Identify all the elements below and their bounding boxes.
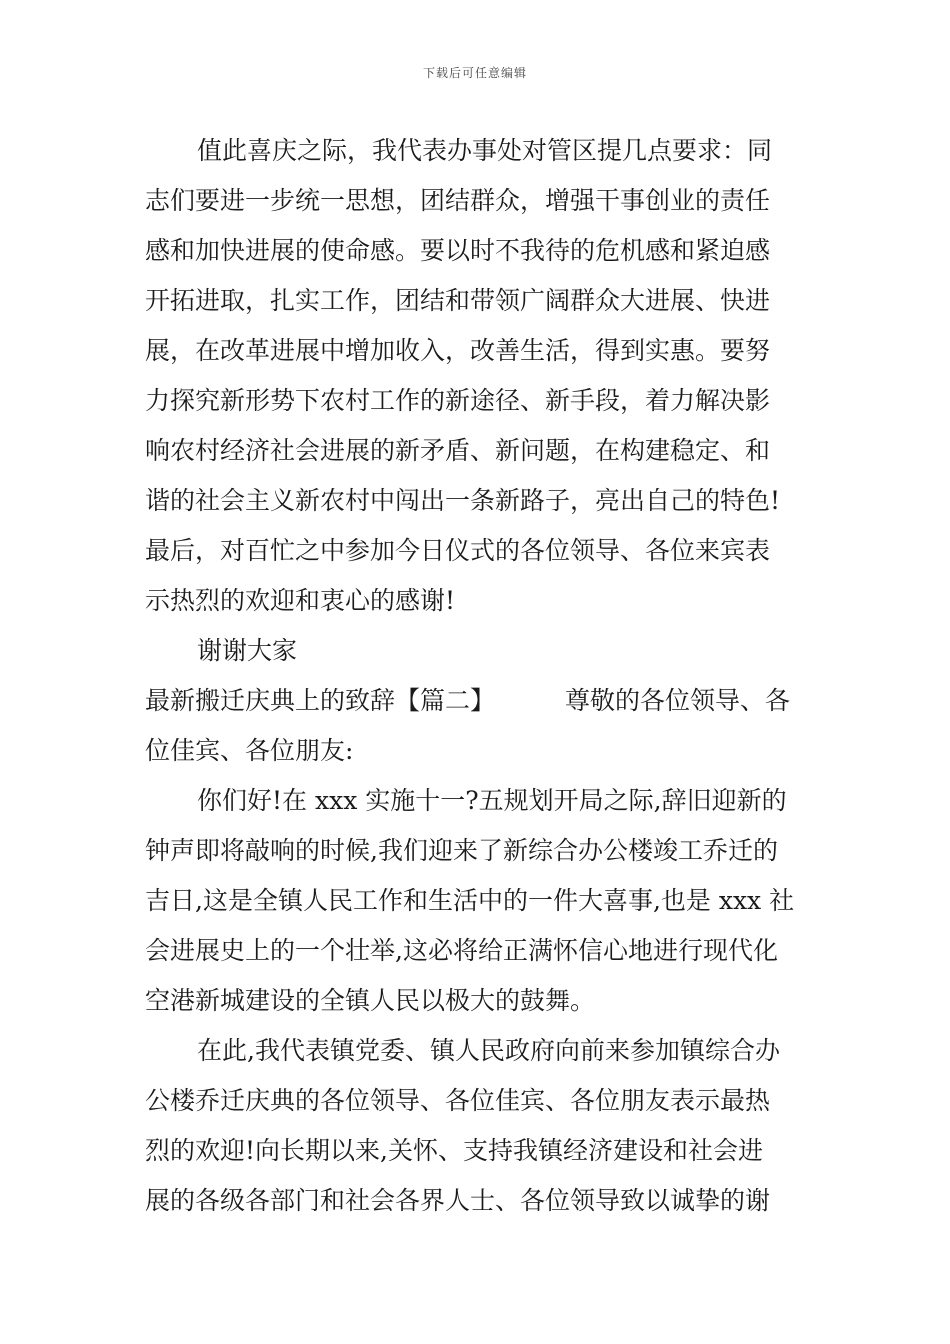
text-line: 位佳宾、各位朋友: [145,736,354,765]
text-line: 烈的欢迎!向长期以来,关怀、支持我镇经济建设和社会进 [145,1136,763,1165]
page-header: 下载后可任意编辑 [422,66,527,80]
text-line: 空港新城建设的全镇人民以极大的鼓舞。 [145,986,596,1015]
text-line: 展的各级各部门和社会各界人士、各位领导致以诚挚的谢 [145,1186,771,1215]
text-line: 在此,我代表镇党委、镇人民政府向前来参加镇综合办 [197,1036,780,1065]
text-line: 钟声即将敲响的时候,我们迎来了新综合办公楼竣工乔迁的 [145,836,778,865]
document-body [145,126,809,1226]
text-line: 志们要进一步统一思想，团结群众，增强干事创业的责任 [145,186,771,215]
text-line: 最后，对百忙之中参加今日仪式的各位领导、各位来宾表 [145,536,771,565]
text-line: 吉日,这是全镇人民工作和生活中的一件大喜事,也是 xxx 社 [145,886,795,915]
text-line: 你们好!在 xxx 实施十一?五规划开局之际,辞旧迎新的 [197,786,787,815]
text-line: 展，在改革进展中增加收入，改善生活，得到实惠。要努 [145,336,771,365]
text-line: 开拓进取，扎实工作，团结和带领广阔群众大进展、快进 [145,286,771,315]
section-heading-line [145,676,809,726]
salutation-start: 尊敬的各位领导、各 [565,686,791,715]
text-line: 值此喜庆之际，我代表办事处对管区提几点要求：同 [197,136,773,165]
text-line: 力探究新形势下农村工作的新途径、新手段，着力解决影 [145,386,771,415]
text-line: 谐的社会主义新农村中闯出一条新路子，亮出自己的特色! [145,486,781,515]
text-line: 公楼乔迁庆典的各位领导、各位佳宾、各位朋友表示最热 [145,1086,771,1115]
text-line: 会进展史上的一个壮举,这必将给正满怀信心地进行现代化 [145,936,778,965]
text-line: 响农村经济社会进展的新矛盾、新问题，在构建稳定、和 [145,436,771,465]
text-line: 感和加快进展的使命感。要以时不我待的危机感和紧迫感 [145,236,771,265]
closing-line: 谢谢大家 [197,636,298,665]
text-line: 示热烈的欢迎和衷心的感谢! [145,586,456,615]
section-title: 最新搬迁庆典上的致辞【篇二】 [145,686,496,715]
